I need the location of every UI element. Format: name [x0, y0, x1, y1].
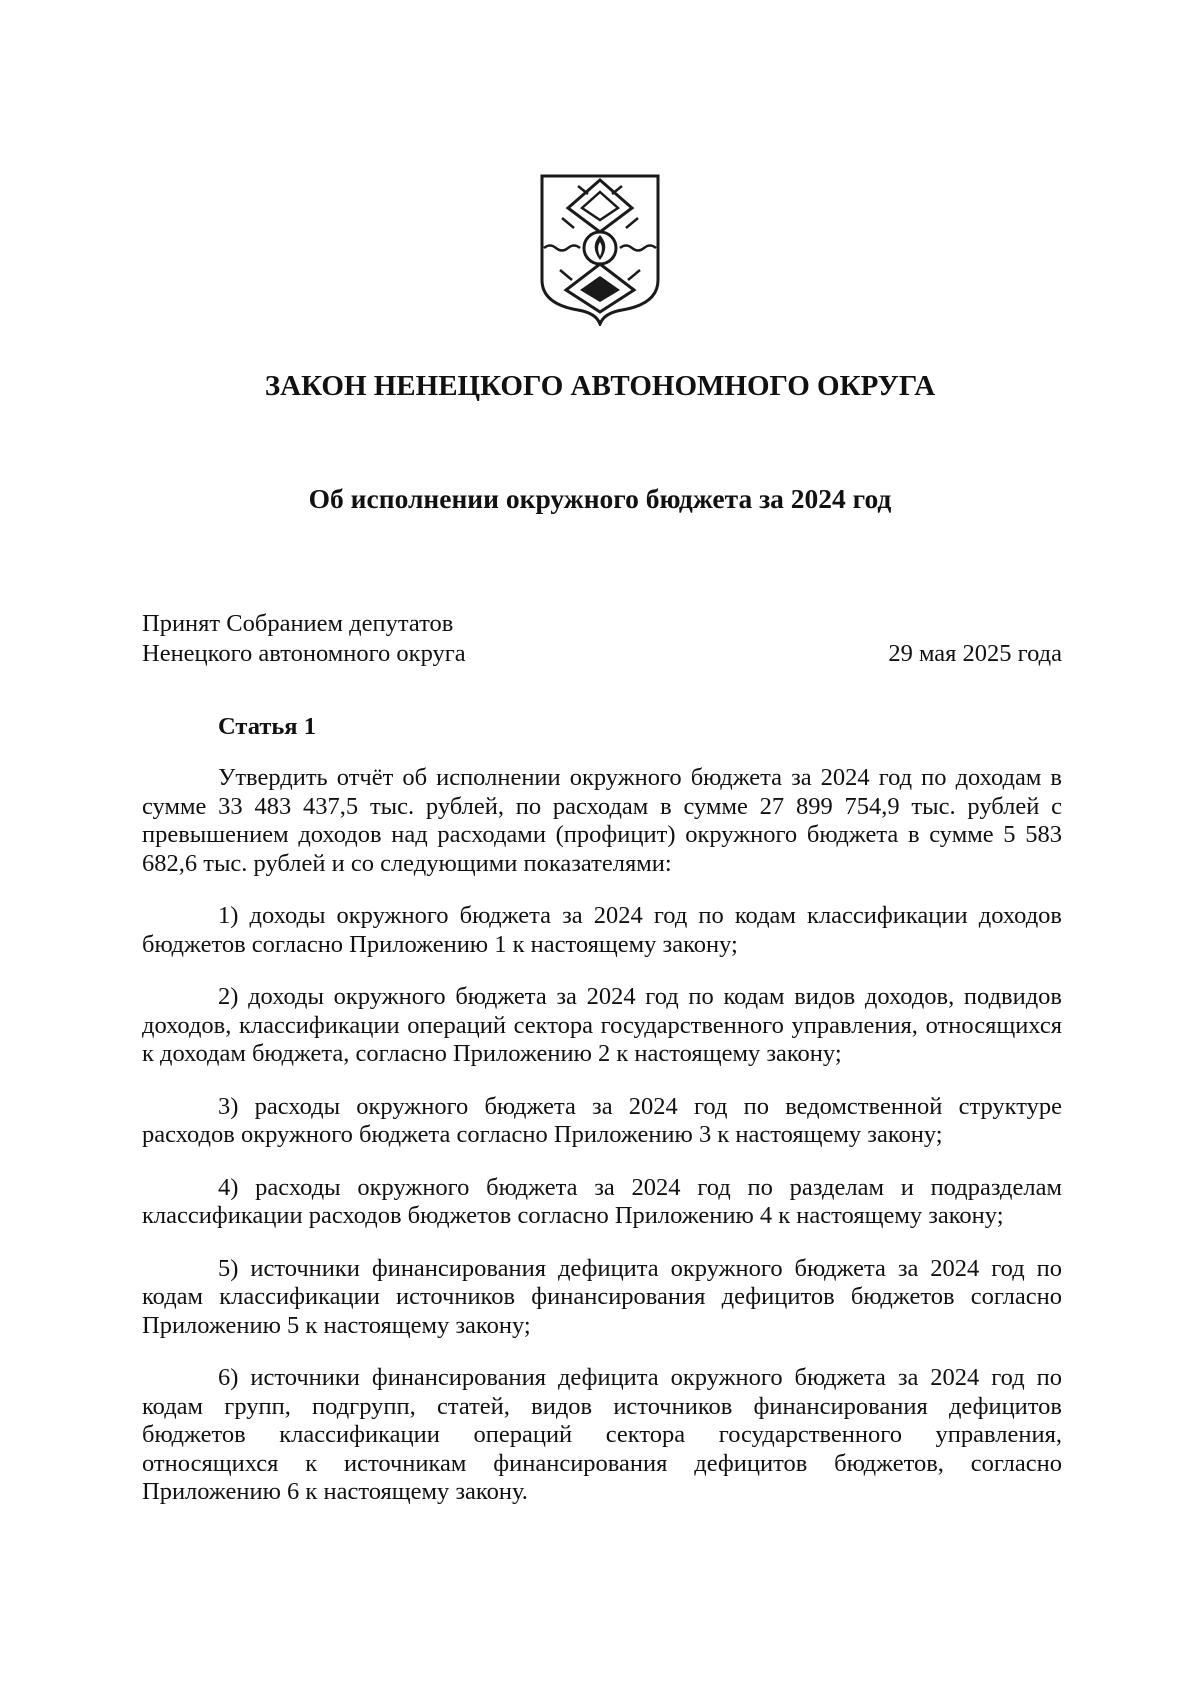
- list-item: 5) источники финансирования дефицита окружного бюджета за 2024 год по кодам классификации источников финансирования дефицитов бюджетов согласно Приложению 5 к настоящему закону;: [142, 1254, 1062, 1339]
- article-body: [142, 764, 1062, 1531]
- list-item: 1) доходы окружного бюджета за 2024 год по кодам классификации доходов бюджетов согласно Приложению 1 к настоящему закону;: [142, 902, 1062, 958]
- list-item: 3) расходы окружного бюджета за 2024 год по ведомственной структуре расходов окружного бюджета согласно Приложению 3 к настоящему закону;: [142, 1092, 1062, 1148]
- adopted-by-line-1: Принят Собранием депутатов: [142, 610, 454, 637]
- list-item: 2) доходы окружного бюджета за 2024 год по кодам видов доходов, подвидов доходов, классификации операций сектора государственного управления, относящихся к доходам бюджета, согласно Приложению 2 к настоящему закону;: [142, 983, 1062, 1067]
- article-heading: Статья 1: [218, 713, 316, 740]
- law-title: ЗАКОН НЕНЕЦКОГО АВТОНОМНОГО ОКРУГА: [264, 370, 936, 402]
- adoption-date: 29 мая 2025 года: [888, 640, 1062, 667]
- list-item: 4) расходы окружного бюджета за 2024 год по разделам и подразделам классификации расходов бюджетов согласно Приложению 4 к настоящему закону;: [142, 1173, 1062, 1229]
- coat-of-arms-icon: [538, 172, 662, 326]
- intro-paragraph: Утвердить отчёт об исполнении окружного бюджета за 2024 год по доходам в сумме 33 483 437,5 тыс. рублей, по расходам в сумме 27 899 754,9 тыс. рублей с превышением доходов над расходами (профицит) окружного бюджета в сумме 5 583 682,6 тыс. рублей и со следующими показателями:: [142, 764, 1062, 877]
- adoption-block: [142, 609, 1062, 669]
- adopted-by-line-2: Ненецкого автономного округа: [142, 640, 466, 667]
- law-subtitle: Об исполнении окружного бюджета за 2024 год: [308, 483, 892, 514]
- list-item: 6) источники финансирования дефицита окружного бюджета за 2024 год по кодам групп, подгрупп, статей, видов источников финансирования дефицитов бюджетов классификации операций сектора государственного управления, относящихся к источникам финансирования дефицитов бюджетов, согласно Приложению 6 к настоящему закону.: [142, 1364, 1062, 1505]
